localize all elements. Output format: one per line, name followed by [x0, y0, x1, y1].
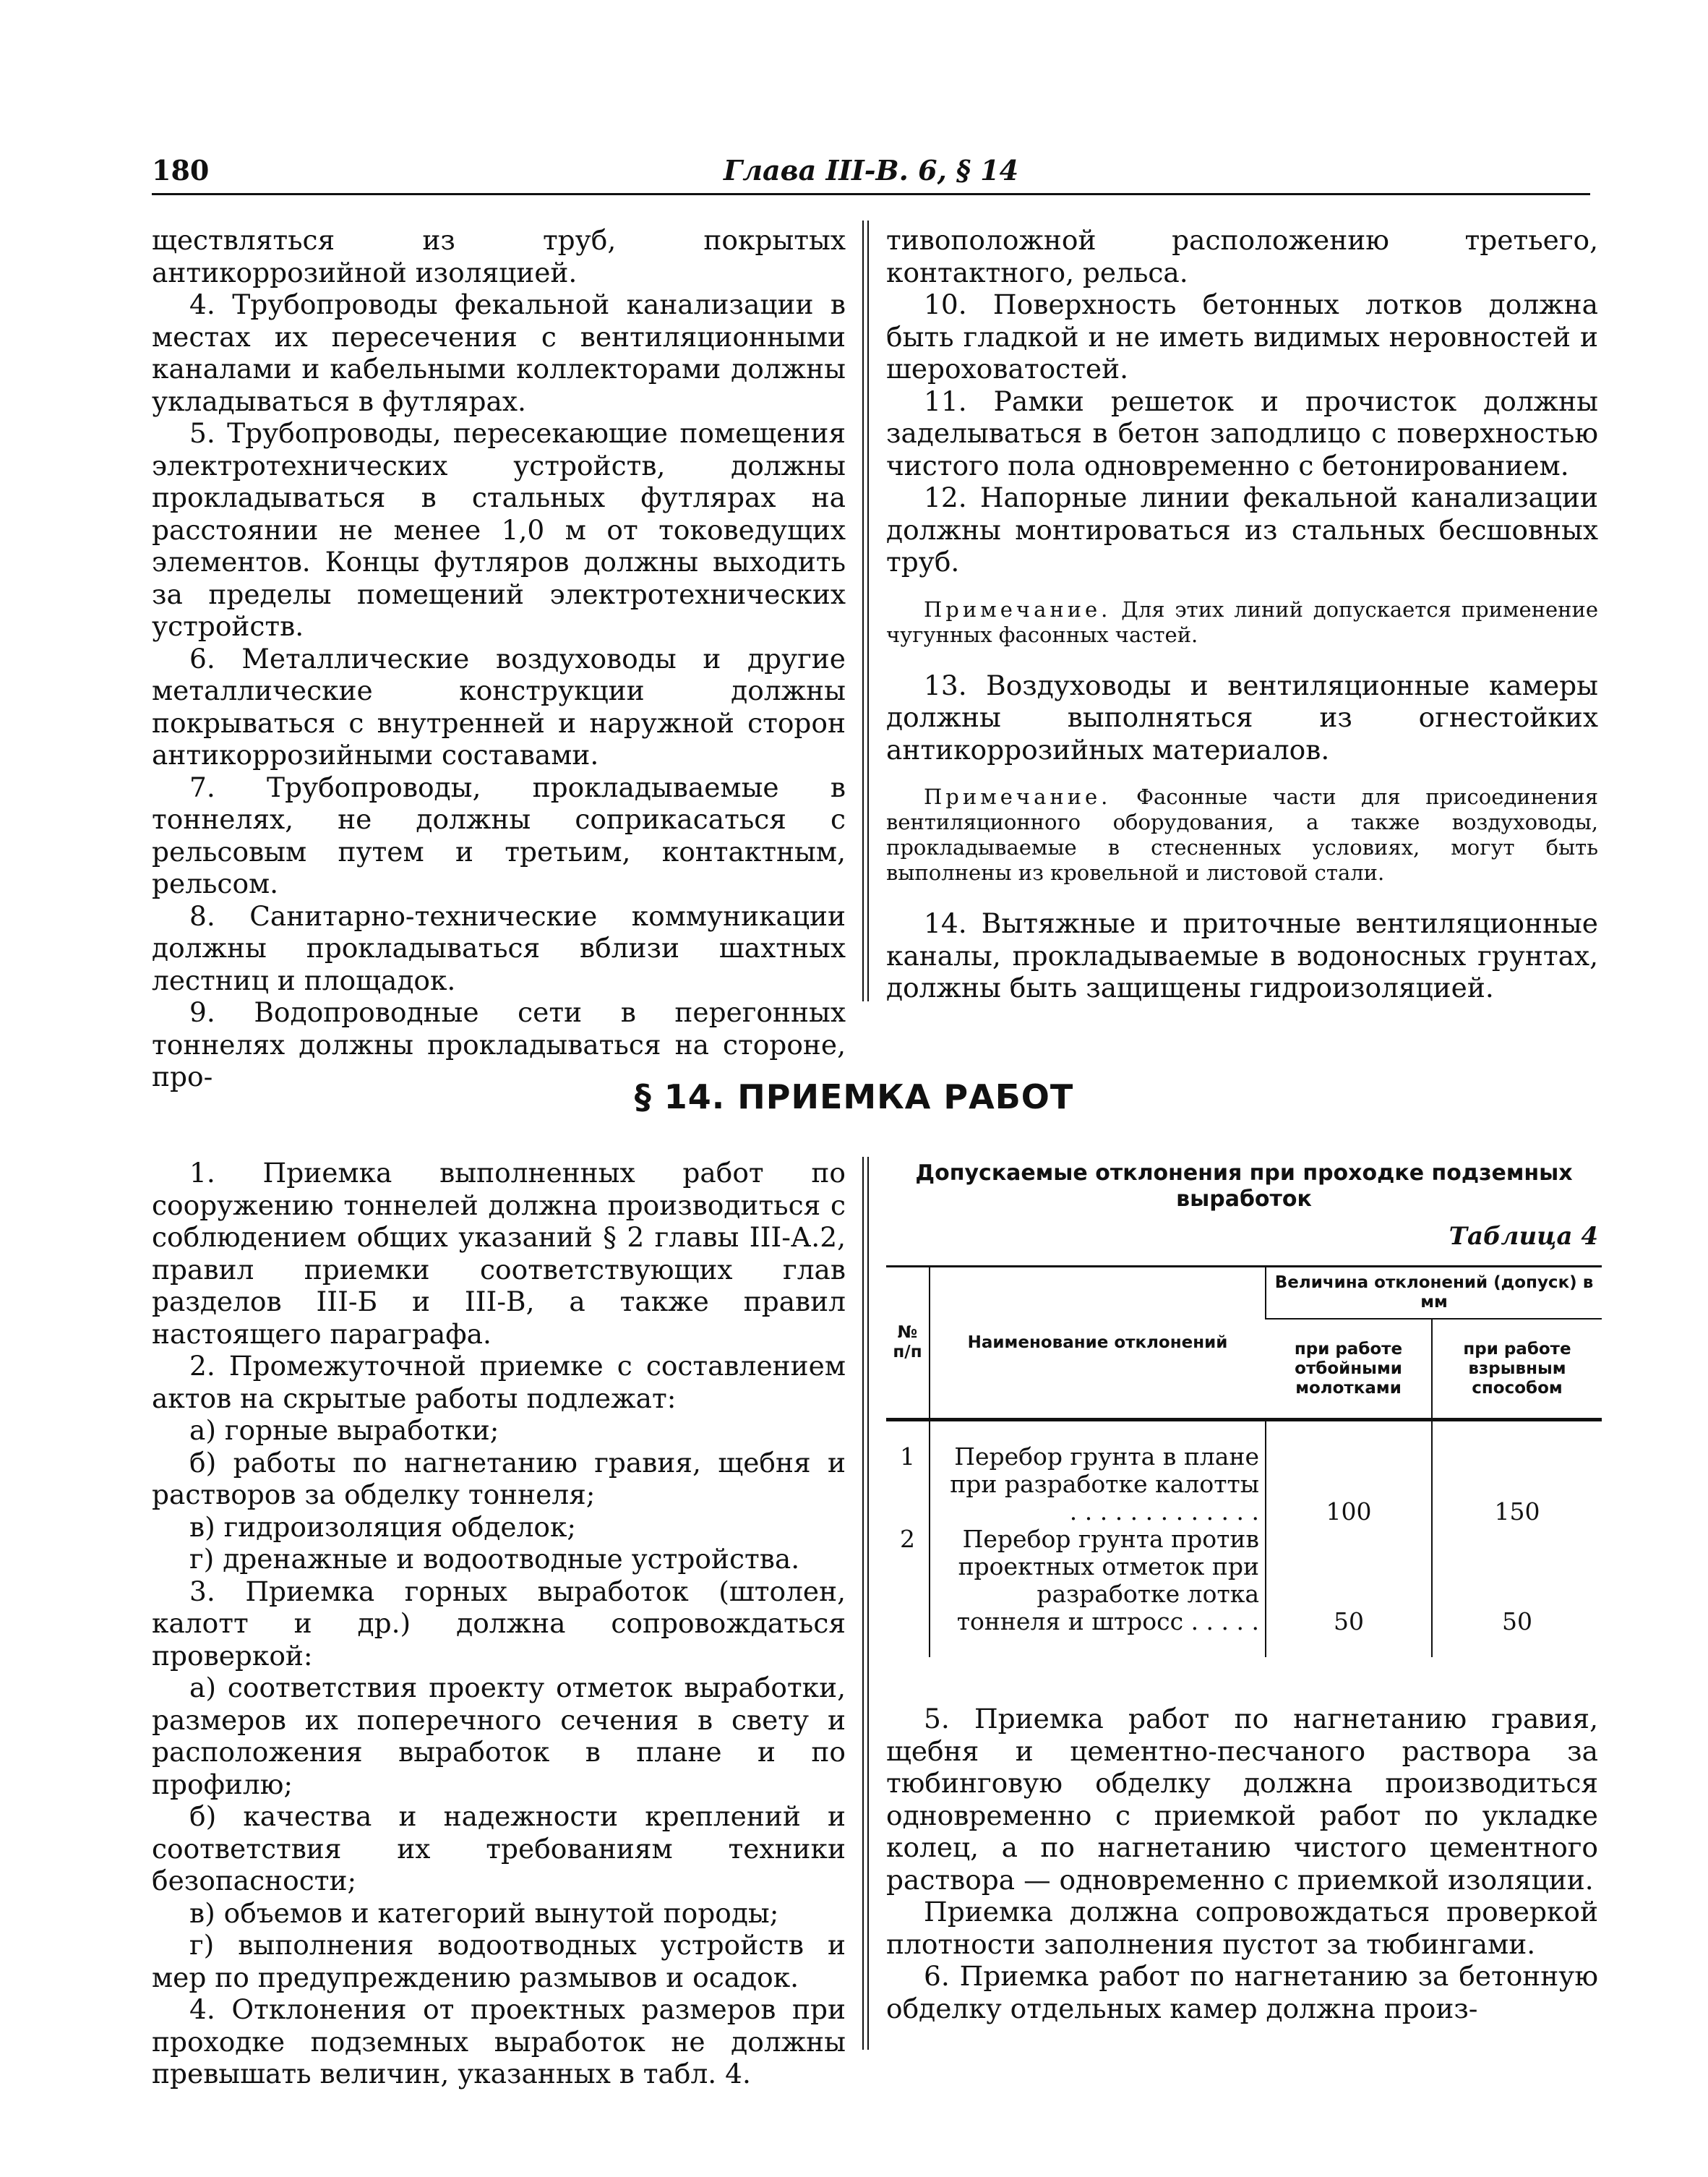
- header-rule: [152, 193, 1590, 195]
- note-text: Фасонные части для присоединения вентиляционного оборудования, а также воздуховоды, прокладываемые в стесненных условиях, могут быть выполнены из кровельной и листовой стали.: [886, 784, 1599, 885]
- bottom-left-column: [152, 1157, 846, 2090]
- paragraph: 3. Приемка горных выработок (штолен, калотт и др.) должна сопровождаться проверкой:: [152, 1575, 846, 1672]
- row-value-blasting: 50: [1432, 1526, 1602, 1657]
- paragraph: Приемка должна сопровождаться проверкой плотности заполнения пустот за тюбингами.: [886, 1896, 1598, 1960]
- table-label: Таблица 4: [1449, 1222, 1598, 1251]
- paragraph: тивоположной расположению третьего, контактного, рельса.: [886, 224, 1598, 288]
- running-header: [152, 148, 1590, 192]
- header-cell-num: № п/п: [886, 1267, 930, 1420]
- row-name: Перебор грунта против проектных отметок при разработке лотка тоннеля и штросс . . . . .: [930, 1526, 1266, 1657]
- list-item: б) работы по нагнетанию гравия, щебня и растворов за обделку тоннеля;: [152, 1446, 846, 1510]
- top-right-column: [886, 224, 1598, 1004]
- paragraph: 6. Металлические воздуховоды и другие металлические конструкции должны покрываться с внутренней и наружной сторон антикоррозийными составами.: [152, 642, 846, 771]
- list-item: в) объемов и категорий вынутой породы;: [189, 1896, 779, 1929]
- header-cell-blasting: при работе взрывным способом: [1432, 1319, 1602, 1420]
- paragraph: 13. Воздуховоды и вентиляционные камеры должны выполняться из огнестойких антикоррозийных материалов.: [886, 669, 1598, 766]
- paragraph: 6. Приемка работ по нагнетанию за бетонную обделку отдельных камер должна произ-: [886, 1960, 1598, 2024]
- section-heading: § 14. ПРИЕМКА РАБОТ: [634, 1077, 1074, 1116]
- table-row: [886, 1526, 1602, 1657]
- paragraph: 5. Трубопроводы, пересекающие помещения электротехнических устройств, должны прокладываться в стальных футлярах на расстоянии не менее 1,0 м от токоведущих элементов. Концы футляров должны выходить за пределы помещений электротехнических устройств.: [152, 417, 846, 642]
- note: [886, 597, 1598, 648]
- note-label: Примечание.: [924, 596, 1112, 622]
- paragraph: 4. Трубопроводы фекальной канализации в местах их пересечения с вентиляционными каналами и кабельными коллекторами должны укладываться в футлярах.: [152, 288, 846, 417]
- paragraph: ществляться из труб, покрытых антикоррозийной изоляцией.: [152, 224, 846, 288]
- paragraph: 8. Санитарно-технические коммуникации должны прокладываться вблизи шахтных лестниц и площадок.: [152, 899, 846, 996]
- list-item: в) гидроизоляция обделок;: [189, 1510, 577, 1543]
- row-number: 1: [886, 1420, 930, 1526]
- row-number: 2: [900, 1525, 915, 1553]
- paragraph: 10. Поверхность бетонных лотков должна быть гладкой и не иметь видимых неровностей и шероховатостей.: [886, 288, 1598, 385]
- paragraph: 12. Напорные линии фекальной канализации должны монтироваться из стальных бесшовных труб.: [886, 482, 1598, 578]
- paragraph: 14. Вытяжные и приточные вентиляционные каналы, прокладываемые в водоносных грунтах, должны быть защищены гидроизоляцией.: [886, 907, 1598, 1004]
- header-cell-hammers: при работе отбойными молотками: [1266, 1319, 1432, 1420]
- column-divider: [862, 221, 869, 1001]
- paragraph: 1. Приемка выполненных работ по сооружению тоннелей должна производиться с соблюдением общих указаний § 2 главы III-А.2, правил приемки соответствующих глав разделов III-Б и III-В, а также правил настоящего параграфа.: [152, 1157, 846, 1350]
- row-name: Перебор грунта в плане при разработке калотты . . . . . . . . . . . . .: [930, 1420, 1266, 1526]
- chapter-title: Глава III-В. 6, § 14: [723, 154, 1019, 187]
- list-item: а) горные выработки;: [189, 1414, 499, 1446]
- paragraph: 5. Приемка работ по нагнетанию гравия, щебня и цементно-песчаного раствора за тюбинговую обделку должна производиться одновременно с приемкой работ по укладке колец, а по нагнетанию чистого цементного раствора — одновременно с приемкой изоляции.: [886, 1703, 1598, 1896]
- row-value-blasting: 150: [1432, 1420, 1602, 1526]
- header-cell-group: Величина отклонений (допуск) в мм: [1266, 1267, 1602, 1320]
- paragraph: 4. Отклонения от проектных размеров при проходке подземных выработок не должны превышать величин, указанных в табл. 4.: [152, 1993, 846, 2090]
- paragraph: 7. Трубопроводы, прокладываемые в тоннелях, не должны соприкасаться с рельсовым путем и третьим, контактным, рельсом.: [152, 771, 846, 899]
- top-left-column: [152, 224, 846, 1093]
- row-value-hammers: 50: [1266, 1526, 1432, 1657]
- table-row: [886, 1420, 1602, 1526]
- list-item: г) дренажные и водоотводные устройства.: [189, 1543, 800, 1575]
- paragraph: 2. Промежуточной приемке с составлением актов на скрытые работы подлежат:: [152, 1350, 846, 1414]
- note: [886, 784, 1598, 886]
- paragraph: 11. Рамки решеток и прочисток должны заделываться в бетон заподлицо с поверхностью чистого пола одновременно с бетонированием.: [886, 385, 1598, 482]
- bottom-right-column: [886, 1703, 1598, 2024]
- list-item: а) соответствия проекту отметок выработки, размеров их поперечного сечения в свету и расположения выработок в плане и по профилю;: [152, 1672, 846, 1800]
- column-divider: [862, 1157, 869, 2050]
- paragraph: 9. Водопроводные сети в перегонных тоннелях должны прокладываться на стороне, про-: [152, 996, 846, 1092]
- row-value-hammers: 100: [1266, 1420, 1432, 1526]
- header-cell-name: Наименование отклонений: [930, 1267, 1266, 1420]
- list-item: б) качества и надежности креплений и соответствия их требованиям техники безопасности;: [152, 1800, 846, 1896]
- page-number: 180: [152, 154, 210, 187]
- list-item: г) выполнения водоотводных устройств и мер по предупреждению размывов и осадок.: [152, 1929, 846, 1993]
- deviation-table: [886, 1265, 1602, 1657]
- note-label: Примечание.: [924, 784, 1112, 809]
- note-text: Для этих линий допускается применение чугунных фасонных частей.: [886, 596, 1599, 647]
- table-caption: Допускаемые отклонения при проходке подземных выработок: [915, 1160, 1573, 1212]
